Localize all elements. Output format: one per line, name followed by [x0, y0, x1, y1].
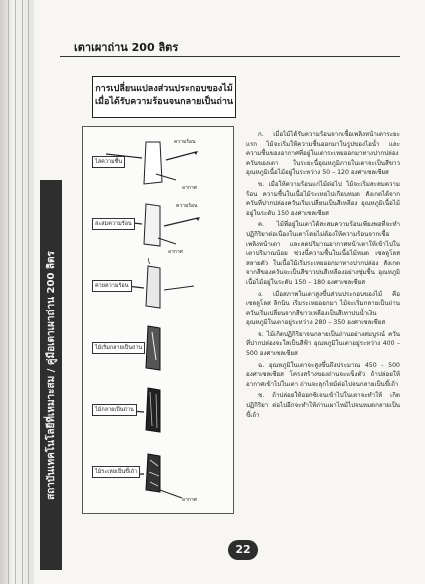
figure-title-line: การเปลี่ยนแปลงส่วนประกอบของไม้	[95, 84, 233, 94]
page-number: 22	[228, 540, 258, 560]
edge-line	[28, 0, 29, 584]
side-band-text-wrap	[40, 180, 62, 570]
body-paragraph: จ. ไม้เกิดปฏิกิริยาจนกลายเป็นถ่านอย่างสมบูรณ์ ควันที่ปากปล่องจะใสเป็นสีฟ้า อุณหภูมิในเตาอยู่ระหว่าง 400 – 500 องศาเซลเซียส	[246, 330, 400, 358]
edge-line	[22, 0, 23, 584]
body-paragraph: ก. เมื่อไม้ได้รับความร้อนจากเชื้อเพลิงหน้าเตาระยะแรก ไม้จะเริ่มให้ความชื้นออกมาในรูปของไอน้ำ และความชื้นของอากาศที่อยู่ในเตาระเหยออกมาทางปากปล่องควันของเตา ในระยะนี้อุณหภูมิภายในเตาจะเป็นสีขาว อุณหภูมิเนื้อไม้อยู่ในระหว่าง 50 – 120 องศาเซลเซียส	[246, 131, 400, 177]
heat-tag: ความร้อน	[176, 203, 198, 209]
figure-panel	[86, 444, 226, 504]
stage-label: ไม้กลายเป็นถ่าน	[92, 404, 137, 416]
edge-line	[8, 0, 9, 584]
body-text	[246, 130, 400, 422]
body-paragraph: ข. เมื่อให้ความร้อนแก่ไม้ต่อไป ไม้จะเริ่มสะสมความร้อน ความชื้นในเนื้อไม้ระเหยไปเกือบหมด สังเกตได้จากควันที่ปากปล่องควันเริ่มเปลี่ยนเป็นสีเหลือง อุณหภูมิเนื้อไม้อยู่ในระดับ 150 องศาเซลเซียส	[246, 180, 400, 217]
figure-panel	[86, 382, 226, 442]
stage-label: สะสมความร้อน	[92, 218, 135, 230]
air-tag: อากาศ	[182, 185, 197, 191]
edge-line	[15, 0, 16, 584]
body-paragraph: ง. เมื่อสภาพในเตาสูงขึ้นส่วนประกอบของไม้ คือ เซลลูโลส ลิกนิน เริ่มระเหยออกมา ไม้จะเริ่มกลายเป็นถ่าน ควันเริ่มเปลี่ยนจากสีขาวเหลืองเป็นสีเทาปนน้ำเงิน อุณหภูมิในเตาอยู่ระหว่าง 280 – 350 องศาเซลเซียส	[246, 290, 400, 327]
body-paragraph: ฉ. อุณหภูมิในเตาจะสูงขึ้นถึงประมาณ 450 - 500 องศาเซลเซียส โครงสร้างของถ่านจะแข็งตัว ถ้าปล่อยให้อากาศเข้าไปในเตา ถ่านจะลุกไหม้ต่อไปจนกลายเป็นขี้เถ้า	[246, 361, 400, 388]
figure-panel	[86, 196, 226, 256]
header-rule	[60, 56, 400, 57]
figure-panel	[86, 258, 226, 318]
stage-label: คายความร้อน	[92, 280, 132, 292]
figure-panel	[86, 134, 226, 194]
stage-label: ไม้ระเหยเป็นขี้เถ้า	[92, 466, 140, 478]
air-tag: อากาศ	[168, 249, 183, 255]
side-band-text: สถาบันเทคโนโลยีที่เหมาะสม / คู่มือเตาเผาถ่าน 200 ลิตร	[45, 250, 57, 500]
figure-panel	[86, 320, 226, 380]
page-header-title: เตาเผาถ่าน 200 ลิตร	[74, 41, 179, 54]
body-paragraph: ค. ไม้ที่อยู่ในเตาได้สะสมความร้อนเพียงพอที่จะทำปฏิกิริยาต่อเนื่องในเตาโดยไม่ต้องให้ความร้อนจากเชื้อเพลิงหน้าเตา และลดปริมาณอากาศหน้าเตาให้เข้าไปในเตาปริมาณน้อย ช่วงนี้ความชื้นในเนื้อไม้หมด เซลลูโลสสลายตัว ในเนื้อไม้เริ่มระเหยออกมาทางปากปล่อง สังเกตจากสีของควันจะเป็นสีขาวปนสีเหลืองอย่างชุ่มชื้น อุณหภูมิเนื้อไม้อยู่ในระดับ 150 – 180 องศาเซลเซียส	[246, 221, 400, 286]
body-paragraph: ช. ถ้าปล่อยให้ออกซิเจนเข้าไปในเตาจะทำให้ เกิดปฏิกิริยา ต่อไปอีกจะทำให้ถ่านเผาไหม้ไปจนหมดกลายเป็นขี้เถ้า	[246, 392, 400, 419]
heat-tag: ความร้อน	[174, 139, 196, 145]
stage-label: ไม้เริ่มกลายเป็นถ่าน	[92, 342, 145, 354]
air-tag: อากาศ	[182, 497, 197, 503]
figure-title-line: เมื่อได้รับความร้อนจนกลายเป็นถ่าน	[94, 97, 234, 107]
figure-title-box	[92, 76, 236, 118]
stage-label: ไล่ความชื้น	[92, 156, 125, 168]
